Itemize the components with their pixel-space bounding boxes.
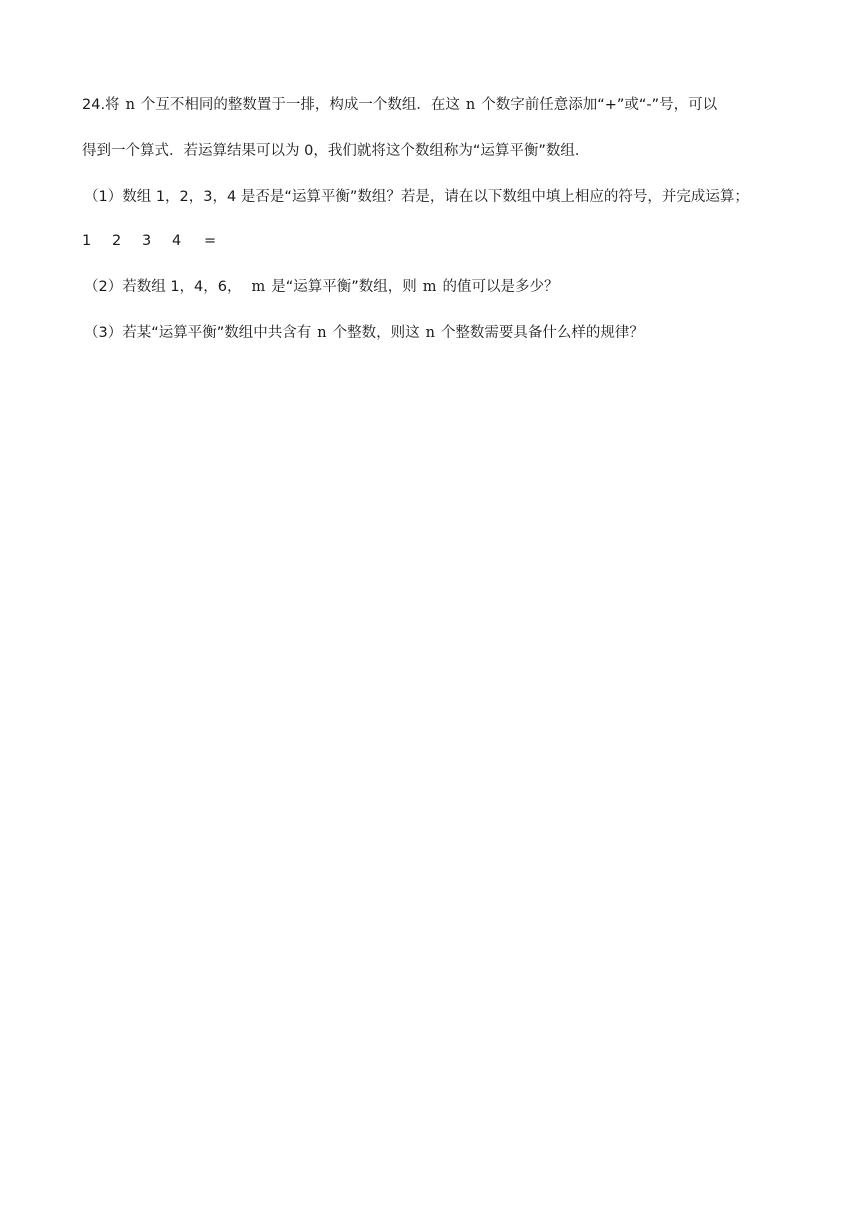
problem-statement-line-1 bbox=[82, 95, 717, 115]
variable-n: n bbox=[465, 97, 476, 113]
variable-m: m bbox=[251, 279, 266, 295]
equation-number-2: 2 bbox=[112, 233, 122, 249]
equation-row bbox=[82, 231, 216, 251]
question-part-3-text: 个整数需要具备什么样的规律？ bbox=[440, 325, 644, 341]
variable-n: n bbox=[317, 325, 327, 341]
question-part-3-text: 个整数，则这 bbox=[332, 325, 420, 341]
problem-intro-text: 24.将 bbox=[82, 97, 120, 113]
question-part-2-text: （2）若数组 1，4，6， bbox=[84, 279, 242, 295]
question-part-2-text: 的值可以是多少？ bbox=[442, 279, 559, 295]
question-part-3-text: （3）若某“运算平衡”数组中共含有 bbox=[84, 325, 312, 341]
variable-n: n bbox=[425, 325, 435, 341]
question-part-2-text: 是“运算平衡”数组，则 bbox=[271, 279, 417, 295]
equation-number-1: 1 bbox=[82, 233, 92, 249]
question-part-1: （1）数组 1，2，3，4 是否是“运算平衡”数组？若是，请在以下数组中填上相应的符号，并完成运算； bbox=[84, 189, 749, 205]
problem-statement-text: 个互不相同的整数置于一排，构成一个数组．在这 bbox=[140, 97, 460, 113]
problem-statement-text: 个数字前任意添加“+”或“-”号，可以 bbox=[481, 97, 718, 113]
problem-statement-line-2: 得到一个算式．若运算结果可以为 0，我们就将这个数组称为“运算平衡”数组． bbox=[82, 143, 590, 159]
equation-number-3: 3 bbox=[142, 233, 152, 249]
equals-sign: = bbox=[204, 233, 217, 249]
question-part-3 bbox=[84, 323, 644, 343]
equation-number-4: 4 bbox=[172, 233, 182, 249]
variable-m: m bbox=[422, 279, 437, 295]
question-part-2 bbox=[84, 277, 559, 297]
variable-n: n bbox=[125, 97, 135, 113]
